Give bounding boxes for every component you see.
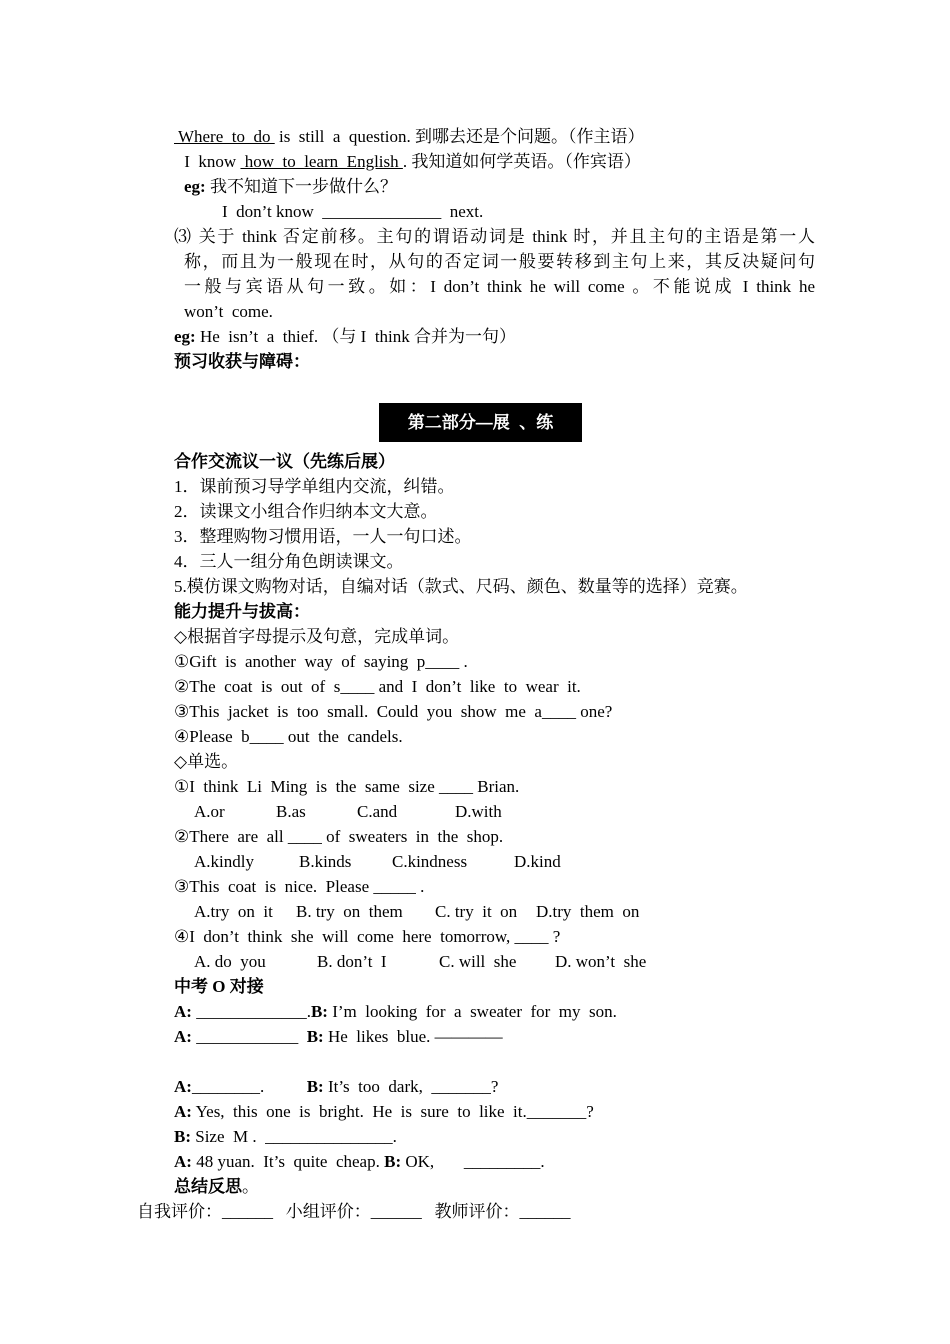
- fill-intro: ◇根据首字母提示及句意，完成单词。: [174, 627, 460, 646]
- speaker-label: A:: [174, 1002, 192, 1021]
- mc-option: A.or: [194, 802, 225, 821]
- eg-line: eg: 我不知道下一步做什么？: [184, 177, 397, 196]
- mc-option: C. will she: [439, 952, 517, 971]
- eg-answer-line: I don’t know ______________ next.: [222, 202, 484, 221]
- speaker-label: B:: [174, 1127, 191, 1146]
- mc-option: C.and: [357, 802, 398, 821]
- eg-label: eg:: [174, 327, 196, 346]
- rule-paragraph-line: won’t come.: [184, 302, 273, 321]
- list-item: 2．读课文小组合作归纳本文大意。: [174, 502, 438, 521]
- fill-item: ①Gift is another way of saying p____ .: [174, 652, 468, 671]
- evaluation-line: 自我评价：______ 小组评价：______ 教师评价：______: [137, 1202, 571, 1221]
- mc-intro: ◇单选。: [174, 752, 239, 771]
- preview-heading: 预习收获与障碍：: [174, 352, 310, 371]
- rule-paragraph-line: ⑶ 关于 think 否定前移。主句的谓语动词是 think 时，并且主句的主语是第一人: [174, 227, 815, 246]
- list-item: 5.模仿课文购物对话，自编对话（款式、尺码、颜色、数量等的选择）竞赛。: [174, 577, 748, 596]
- mc-question: ④I don’t think she will come here tomorrow, ____ ?: [174, 927, 561, 946]
- underlined-phrase: Where to do: [174, 127, 275, 146]
- rule-paragraph-line: 一般与宾语从句一致。如：I don’t think he will come 。不能说成 I think he: [184, 277, 815, 296]
- mc-question: ②There are all ____ of sweaters in the shop.: [174, 827, 504, 846]
- speaker-label: A:: [174, 1102, 192, 1121]
- section-banner: 第二部分—展 、练: [379, 403, 582, 442]
- dialogue-line: A: ____________ B: He likes blue. ————: [174, 1027, 503, 1046]
- dialogue-line: A: _____________.B: I’m looking for a sweater for my son.: [174, 1002, 617, 1021]
- mc-option: D.with: [455, 802, 502, 821]
- speaker-label: A:: [174, 1077, 192, 1096]
- mc-option: B.as: [276, 802, 306, 821]
- speaker-label: A:: [174, 1027, 192, 1046]
- dialogue-line: B: Size M . _______________.: [174, 1127, 397, 1146]
- mc-option: D.kind: [514, 852, 561, 871]
- mc-option: A. do you: [194, 952, 266, 971]
- ability-heading: 能力提升与拔高：: [174, 602, 310, 621]
- speaker-label: B:: [306, 1077, 324, 1096]
- list-item: 4．三人一组分角色朗读课文。: [174, 552, 404, 571]
- mc-option: A.try on it: [194, 902, 273, 921]
- summary-heading: 总结反思。: [174, 1177, 259, 1196]
- fill-item: ④Please b____ out the candels.: [174, 727, 403, 746]
- mc-option: A.kindly: [194, 852, 254, 871]
- mc-option: D.try them on: [536, 902, 640, 921]
- example-subject-line: Where to do is still a question. 到哪去还是个问题。（作主语）: [174, 127, 645, 146]
- example-object-line: I know how to learn English . 我知道如何学英语。（作宾语）: [180, 152, 641, 171]
- list-item: 3．整理购物习惯用语，一人一句口述。: [174, 527, 472, 546]
- mc-option: C.kindness: [392, 852, 468, 871]
- speaker-label: B:: [384, 1152, 402, 1171]
- dialogue-line: A: 48 yuan. It’s quite cheap. B: OK, _________.: [174, 1152, 545, 1171]
- mc-option: B. don’t I: [317, 952, 387, 971]
- mc-question: ③This coat is nice. Please _____ .: [174, 877, 425, 896]
- eg-label: eg:: [184, 177, 206, 196]
- fill-item: ②The coat is out of s____ and I don’t like to wear it.: [174, 677, 581, 696]
- list-item: 1．课前预习导学单组内交流，纠错。: [174, 477, 455, 496]
- mc-option: C. try it on: [435, 902, 518, 921]
- cooperation-heading: 合作交流议一议（先练后展）: [174, 452, 395, 471]
- dialogue-line: A:________. B: It’s too dark, _______?: [174, 1077, 499, 1096]
- mc-option: D. won’t she: [555, 952, 647, 971]
- speaker-label: B:: [306, 1027, 324, 1046]
- dialogue-line: A: Yes, this one is bright. He is sure to like it._______?: [174, 1102, 594, 1121]
- mc-option: B. try on them: [296, 902, 403, 921]
- fill-item: ③This jacket is too small. Could you show me a____ one?: [174, 702, 613, 721]
- eg-line: eg: He isn’t a thief. （与 I think 合并为一句）: [174, 327, 517, 346]
- mc-option: B.kinds: [299, 852, 352, 871]
- mc-question: ①I think Li Ming is the same size ____ Brian.: [174, 777, 520, 796]
- speaker-label: A:: [174, 1152, 192, 1171]
- underlined-phrase: how to learn English: [240, 152, 403, 171]
- exam-heading: 中考 O 对接: [174, 977, 264, 996]
- speaker-label: B:: [310, 1002, 328, 1021]
- rule-paragraph-line: 称，而且为一般现在时，从句的否定词一般要转移到主句上来，其反决疑问句: [184, 252, 815, 271]
